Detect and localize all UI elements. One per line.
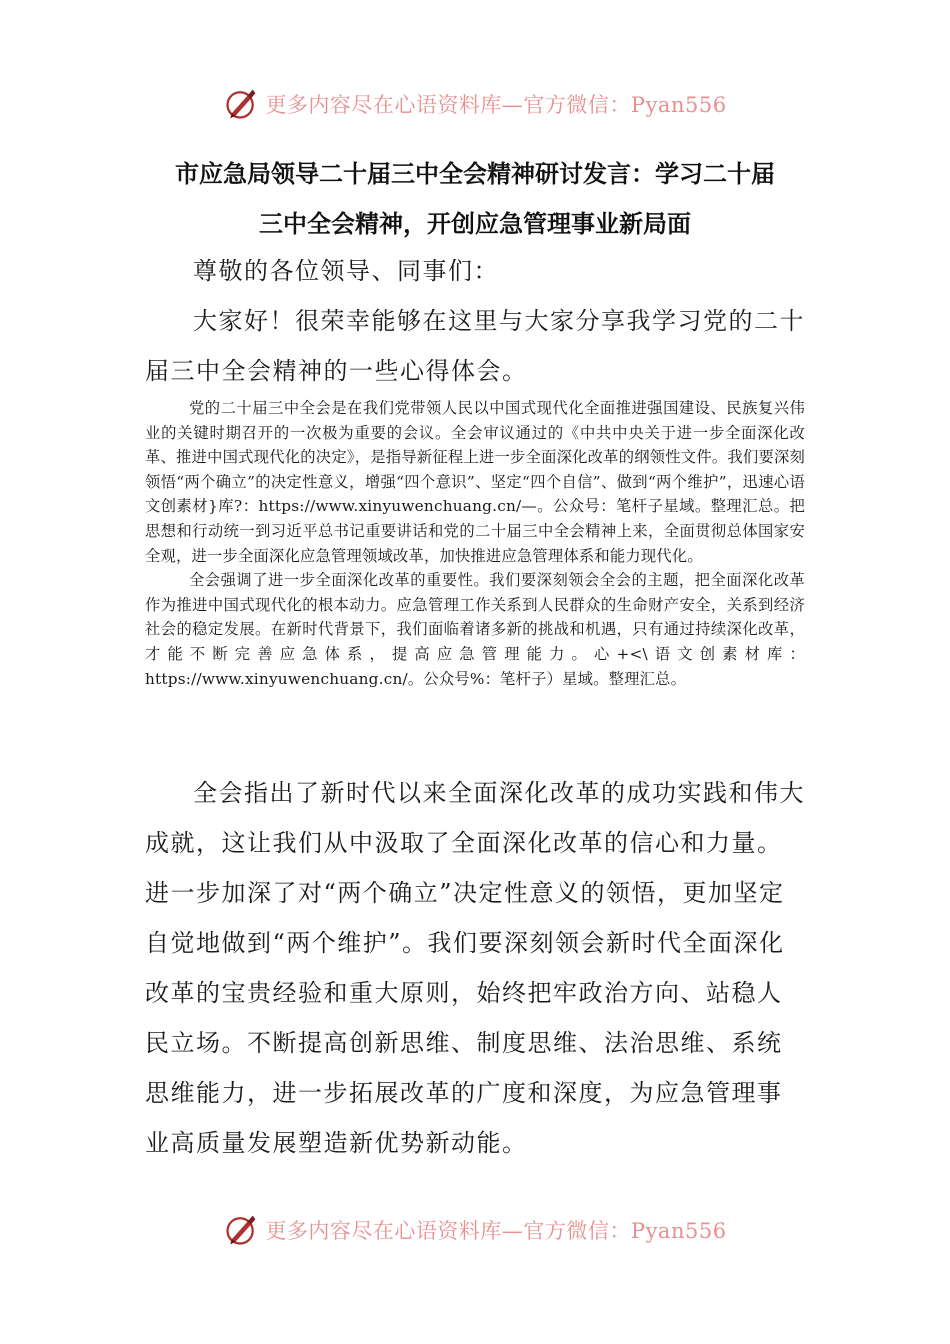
small-text-block xyxy=(145,396,805,691)
closing-block xyxy=(145,768,805,1168)
paragraph-3: 全会指出了新时代以来全面深化改革的成功实践和伟大成就，这让我们从中汲取了全面深化改革的信心和力量。进一步加深了对“两个确立”决定性意义的领悟，更加坚定自觉地做到“两个维护”。我们要深刻领会新时代全面深化改革的宝贵经验和重大原则，始终把牢政治方向、站稳人民立场。不断提高创新思维、制度思维、法治思维、系统思维能力，进一步拓展改革的广度和深度，为应急管理事业高质量发展塑造新优势新动能。 xyxy=(145,779,805,1157)
header-banner-text: 更多内容尽在心语资料库—官方微信：Pyan556 xyxy=(265,93,727,117)
intro-paragraph: 大家好！很荣幸能够在这里与大家分享我学习党的二十届三中全会精神的一些心得体会。 xyxy=(145,307,805,385)
page-title-line2: 三中全会精神，开创应急管理事业新局面 xyxy=(259,210,691,238)
header-banner xyxy=(0,84,950,124)
pen-logo-icon xyxy=(223,86,259,122)
pen-logo-icon xyxy=(223,1212,259,1248)
paragraph-2: 全会强调了进一步全面深化改革的重要性。我们要深刻领会全会的主题，把全面深化改革作为推进中国式现代化的根本动力。应急管理工作关系到人民群众的生命财产安全，关系到经济社会的稳定发展。在新时代背景下，我们面临着诸多新的挑战和机遇，只有通过持续深化改革，才能不断完善应急体系，提高应急管理能力。心+<\语文创素材库：https://www.xinyuwenchuang.cn/。公众号%：笔杆子）星域。整理汇总。 xyxy=(145,571,805,688)
greeting: 尊敬的各位领导、同事们： xyxy=(193,257,499,285)
paragraph-1: 党的二十届三中全会是在我们党带领人民以中国式现代化全面推进强国建设、民族复兴伟业的关键时期召开的一次极为重要的会议。全会审议通过的《中共中央关于进一步全面深化改革、推进中国式现代化的决定》，是指导新征程上进一步全面深化改革的纲领性文件。我们要深刻领悟“两个确立”的决定性意义，增强“四个意识”、坚定“四个自信”、做到“两个维护”，迅速心语文创素材}库?：https://www.xinyuwenchuang.cn/—。公众号：笔杆子星域。整理汇总。把思想和行动统一到习近平总书记重要讲话和党的二十届三中全会精神上来，全面贯彻总体国家安全观，进一步全面深化应急管理领域改革，加快推进应急管理体系和能力现代化。 xyxy=(145,399,805,565)
footer-banner xyxy=(0,1210,950,1250)
footer-banner-text: 更多内容尽在心语资料库—官方微信：Pyan556 xyxy=(265,1219,727,1243)
greeting-block xyxy=(145,246,805,396)
page-title-line1: 市应急局领导二十届三中全会精神研讨发言：学习二十届 xyxy=(175,160,775,188)
